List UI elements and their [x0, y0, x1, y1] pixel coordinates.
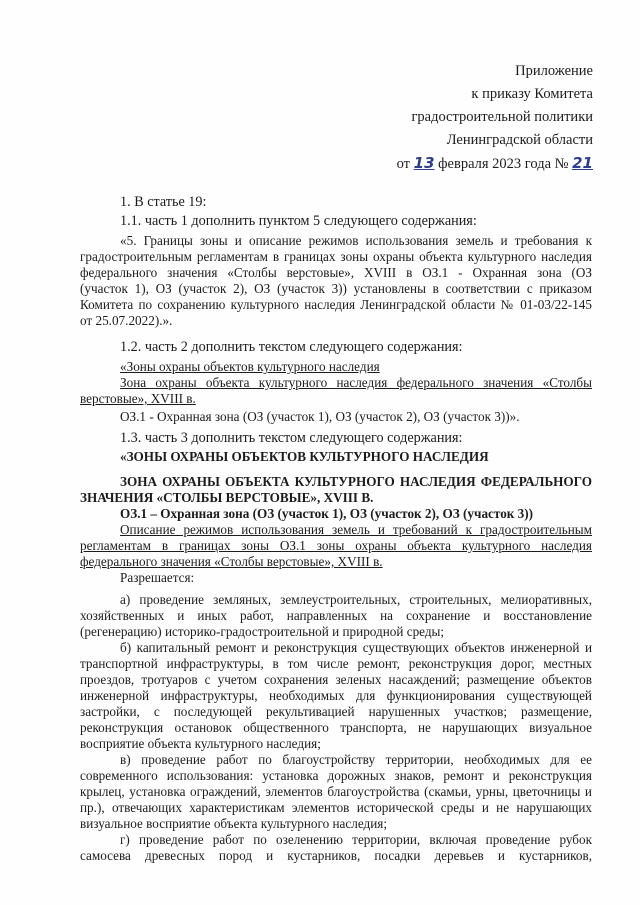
caps-heading-line-1: ЗОНА ОХРАНЫ ОБЪЕКТА КУЛЬТУРНОГО НАСЛЕДИЯ ФЕДЕРАЛЬНОГО: [120, 474, 592, 489]
text-line: федерального значения «Столбы верстовые», XVIII в.: [80, 554, 383, 569]
text-line: крылец, установка ограждений, элементов благоустройства (скамьи, урны, цветочницы и: [80, 784, 592, 799]
text-line: (регенерацию) историко-градостроительной и природной среды;: [80, 624, 445, 639]
text-line: г) проведение работ по озеленению территории, включая проведение рубок: [120, 832, 592, 847]
allowed-label: Разрешается:: [120, 570, 195, 585]
header-line-4: Ленинградской области: [446, 132, 593, 148]
zone-line-2: верстовые», XVIII в.: [80, 391, 196, 406]
text-line: Комитета по сохранению культурного наследия Ленинградской области № 01-03/22-145: [80, 297, 592, 312]
text-line: в) проведение работ по благоустройству территории, необходимых для ее: [120, 752, 592, 767]
header-line-3: градостроительной политики: [411, 109, 593, 125]
text-line: визуальное восприятие объекта культурного наследия;: [80, 816, 388, 831]
text-line: современного использования: установка дорожных знаков, ремонт и реконструкция: [80, 768, 592, 783]
text-line: «5. Границы зоны и описание режимов использования земель и требования к: [120, 233, 592, 248]
caps-heading-line-2: ЗНАЧЕНИЯ «СТОЛБЫ ВЕРСТОВЫЕ», XVIII В.: [80, 490, 374, 505]
text-line: транспортной инфраструктуры, в том числе ремонт, реконструкция дорог, местных: [80, 656, 592, 671]
text-line: пр.), отвечающих характеристикам элементов исторической среды и не нарушающих: [80, 800, 592, 815]
handwritten-order-number: 21: [572, 154, 593, 172]
item-1-2: 1.2. часть 2 дополнить текстом следующего содержания:: [120, 339, 463, 355]
text-line: градостроительным регламентам в границах зоны охраны объекта культурного наследия: [80, 249, 592, 264]
item-1: 1. В статье 19:: [120, 194, 207, 210]
text-line: реконструкция остановок общественного транспорта, не нарушающих визуальное: [80, 720, 592, 735]
header-line-1: Приложение: [515, 63, 593, 79]
text-line: а) проведение земляных, землеустроительных, строительных, мелиоративных,: [120, 592, 592, 607]
text-line: Описание режимов использования земель и требований к градостроительным: [120, 522, 592, 537]
bold-heading: «ЗОНЫ ОХРАНЫ ОБЪЕКТОВ КУЛЬТУРНОГО НАСЛЕДИЯ: [120, 449, 489, 464]
date-rest: февраля 2023 года №: [438, 156, 569, 172]
text-line: от 25.07.2022).».: [80, 313, 173, 328]
item-1-1: 1.1. часть 1 дополнить пунктом 5 следующего содержания:: [120, 213, 477, 229]
oz-bold-heading: ОЗ.1 – Охранная зона (ОЗ (участок 1), ОЗ (участок 2), ОЗ (участок 3)): [120, 506, 534, 521]
text-line: застройки, с последующей рекультивацией нарушенных участков; размещение,: [80, 704, 592, 719]
text-line: восприятие объекта культурного наследия;: [80, 736, 321, 751]
text-line: (участок 1), ОЗ (участок 2), ОЗ (участок 3)) установлены в соответствии с приказом: [80, 281, 592, 296]
zones-heading: «Зоны охраны объектов культурного наследия: [120, 359, 380, 374]
item-1-3: 1.3. часть 3 дополнить текстом следующего содержания:: [120, 430, 463, 446]
date-prefix: от: [396, 156, 411, 172]
text-line: федерального значения «Столбы верстовые», XVIII в ОЗ.1 - Охранная зона (ОЗ: [80, 265, 592, 280]
zone-line-1: Зона охраны объекта культурного наследия федерального значения «Столбы: [120, 375, 592, 390]
text-line: инженерной инфраструктуры, необходимых для функционирования существующей: [80, 688, 592, 703]
text-line: регламентам в границах зоны ОЗ.1 зоны охраны объекта культурного наследия: [80, 538, 592, 553]
text-line: хозяйственных и иных работ, направленных на сохранение и восстановление: [80, 608, 592, 623]
text-line: проездов, тротуаров с учетом сохранения зеленых насаждений; размещение объектов: [80, 672, 592, 687]
header-date-line: [397, 153, 593, 175]
handwritten-day: 13: [413, 154, 435, 172]
header-line-2: к приказу Комитета: [471, 86, 593, 102]
oz-line: ОЗ.1 - Охранная зона (ОЗ (участок 1), ОЗ (участок 2), ОЗ (участок 3))».: [120, 409, 520, 424]
text-line: самосева древесных пород и кустарников, посадки деревьев и кустарников,: [80, 848, 592, 863]
text-line: б) капитальный ремонт и реконструкция существующих объектов инженерной и: [120, 640, 592, 655]
